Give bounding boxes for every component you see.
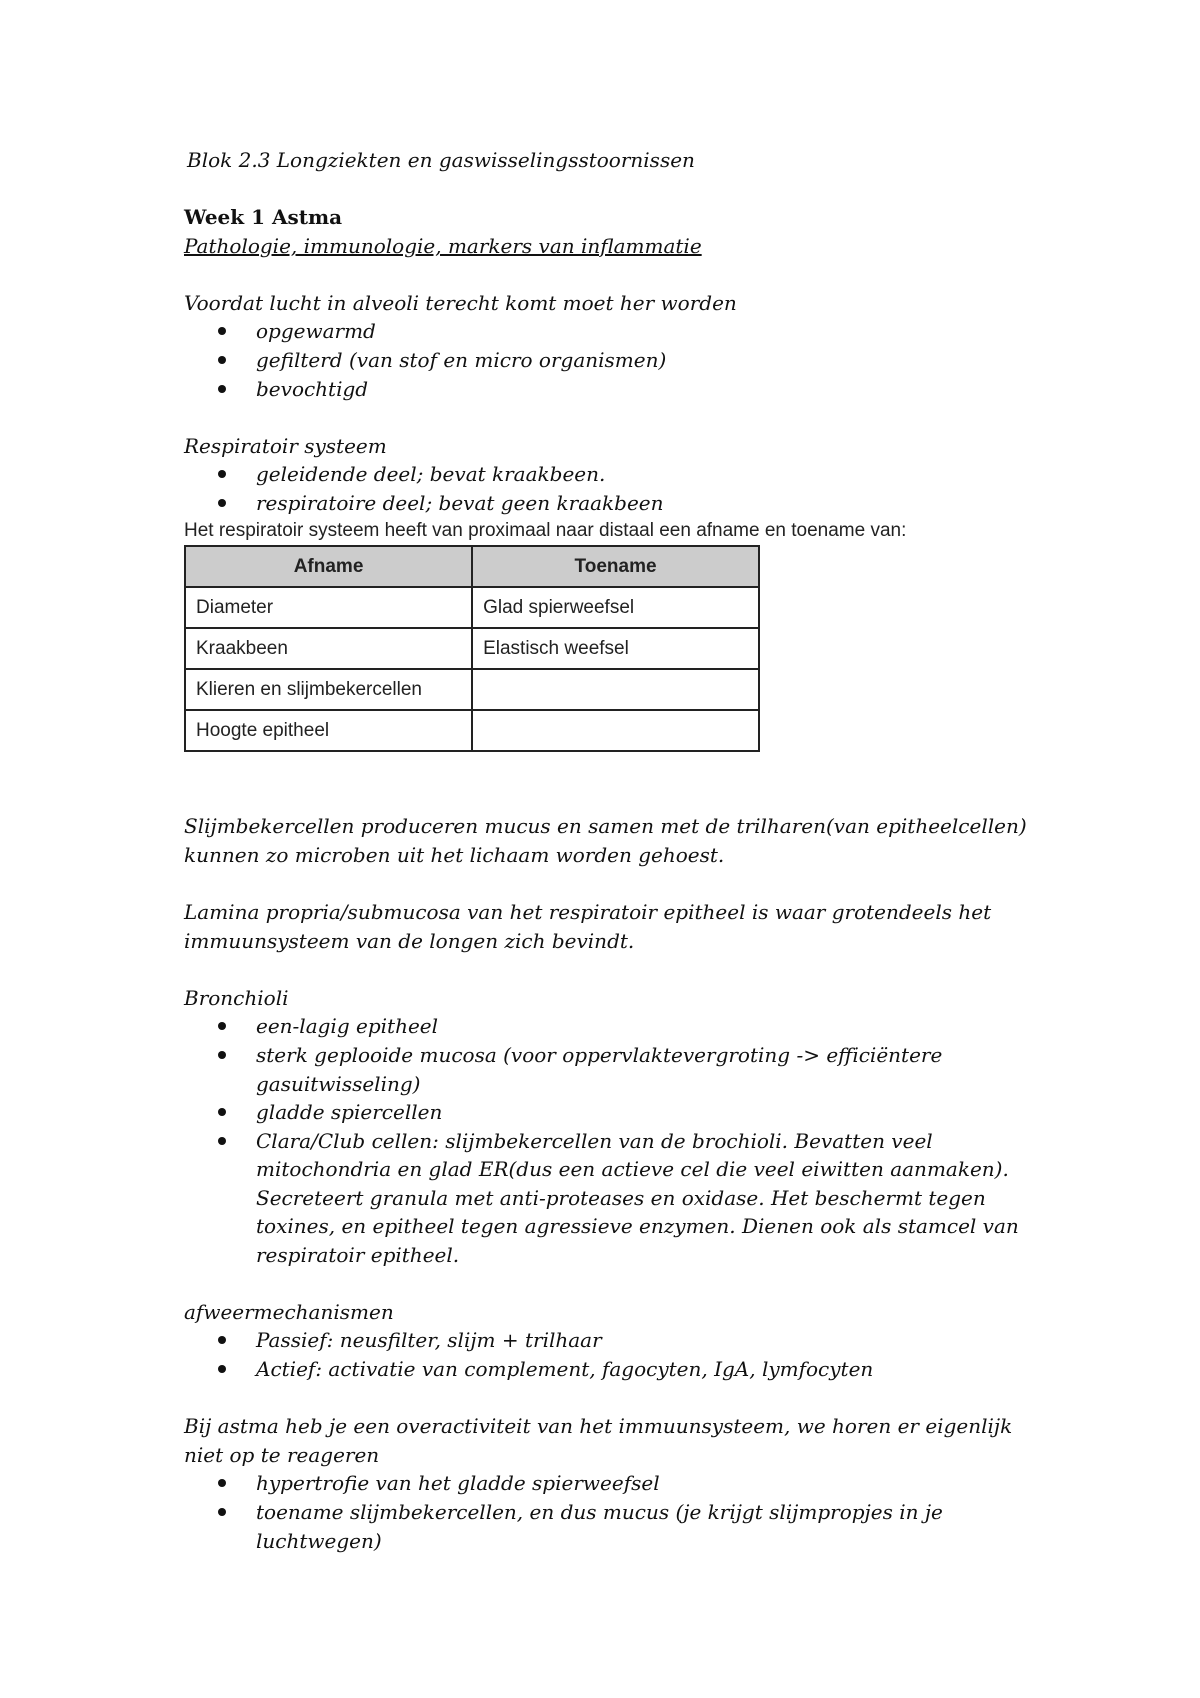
list-item-continuation: toxines, en epitheel tegen agressieve enzymen. Dienen ook als stamcel van bbox=[256, 1214, 1019, 1238]
bullet-dot bbox=[218, 1365, 226, 1373]
bullet-dot bbox=[218, 385, 226, 393]
list-item: geleidende deel; bevat kraakbeen. bbox=[256, 462, 606, 486]
bullet-dot bbox=[218, 1051, 226, 1059]
paragraph-line: Slijmbekercellen produceren mucus en samen met de trilharen(van epitheelcellen) bbox=[184, 814, 1027, 838]
list-item-continuation: Secreteert granula met anti-proteases en oxidase. Het beschermt tegen bbox=[256, 1186, 986, 1210]
table-row bbox=[185, 710, 759, 751]
bullet-dot bbox=[218, 1137, 226, 1145]
table-cell: Elastisch weefsel bbox=[472, 628, 759, 669]
table-cell bbox=[472, 669, 759, 710]
bronch-heading: Bronchioli bbox=[184, 986, 289, 1010]
week-heading: Week 1 Astma bbox=[184, 205, 343, 229]
paragraph-line: Lamina propria/submucosa van het respiratoir epitheel is waar grotendeels het bbox=[184, 900, 992, 924]
table-row bbox=[185, 669, 759, 710]
paragraph-line: kunnen zo microben uit het lichaam worden gehoest. bbox=[184, 843, 725, 867]
table-row bbox=[185, 628, 759, 669]
table-cell: Glad spierweefsel bbox=[472, 587, 759, 628]
air-intro: Voordat lucht in alveoli terecht komt moet her worden bbox=[184, 291, 737, 315]
table-cell: Hoogte epitheel bbox=[185, 710, 472, 751]
table-cell: Kraakbeen bbox=[185, 628, 472, 669]
list-item: Clara/Club cellen: slijmbekercellen van de brochioli. Bevatten veel bbox=[256, 1129, 933, 1153]
list-item: Passief: neusfilter, slijm + trilhaar bbox=[256, 1328, 602, 1352]
paragraph-line: immuunsysteem van de longen zich bevindt. bbox=[184, 929, 635, 953]
list-item: Actief: activatie van complement, fagocyten, IgA, lymfocyten bbox=[256, 1357, 874, 1381]
list-item: hypertrofie van het gladde spierweefsel bbox=[256, 1471, 660, 1495]
list-item: opgewarmd bbox=[256, 319, 376, 343]
resp-heading: Respiratoir systeem bbox=[184, 434, 387, 458]
paragraph-line: niet op te reageren bbox=[184, 1443, 380, 1467]
week-subtitle: Pathologie, immunologie, markers van inflammatie bbox=[184, 234, 702, 258]
list-item-continuation: gasuitwisseling) bbox=[256, 1072, 421, 1096]
bullet-dot bbox=[218, 1022, 226, 1030]
table-row bbox=[185, 587, 759, 628]
afweer-heading: afweermechanismen bbox=[184, 1300, 394, 1324]
bullet-dot bbox=[218, 1336, 226, 1344]
resp-table bbox=[184, 545, 760, 752]
list-item: een-lagig epitheel bbox=[256, 1014, 439, 1038]
list-item: gefilterd (van stof en micro organismen) bbox=[256, 348, 667, 372]
paragraph-line: Bij astma heb je een overactiviteit van het immuunsysteem, we horen er eigenlijk bbox=[184, 1414, 1013, 1438]
list-item: respiratoire deel; bevat geen kraakbeen bbox=[256, 491, 664, 515]
table-cell: Diameter bbox=[185, 587, 472, 628]
list-item-continuation: mitochondria en glad ER(dus een actieve cel die veel eiwitten aanmaken). bbox=[256, 1157, 1009, 1181]
bullet-dot bbox=[218, 1508, 226, 1516]
table-header-cell: Afname bbox=[185, 546, 472, 587]
bullet-dot bbox=[218, 499, 226, 507]
table-cell: Klieren en slijmbekercellen bbox=[185, 669, 472, 710]
table-header-cell: Toename bbox=[472, 546, 759, 587]
table-caption: Het respiratoir systeem heeft van proximaal naar distaal een afname en toename van: bbox=[184, 520, 907, 541]
list-item: sterk geplooide mucosa (voor oppervlaktevergroting -> efficiëntere bbox=[256, 1043, 943, 1067]
bullet-dot bbox=[218, 327, 226, 335]
table-header-row bbox=[185, 546, 759, 587]
bullet-dot bbox=[218, 1479, 226, 1487]
bullet-dot bbox=[218, 1108, 226, 1116]
list-item: bevochtigd bbox=[256, 377, 369, 401]
table-cell bbox=[472, 710, 759, 751]
bullet-dot bbox=[218, 470, 226, 478]
list-item-continuation: respiratoir epitheel. bbox=[256, 1243, 460, 1267]
list-item-continuation: luchtwegen) bbox=[256, 1529, 382, 1553]
bullet-dot bbox=[218, 356, 226, 364]
list-item: gladde spiercellen bbox=[256, 1100, 443, 1124]
list-item: toename slijmbekercellen, en dus mucus (je krijgt slijmpropjes in je bbox=[256, 1500, 943, 1524]
document-title: Blok 2.3 Longziekten en gaswisselingsstoornissen bbox=[187, 148, 695, 172]
